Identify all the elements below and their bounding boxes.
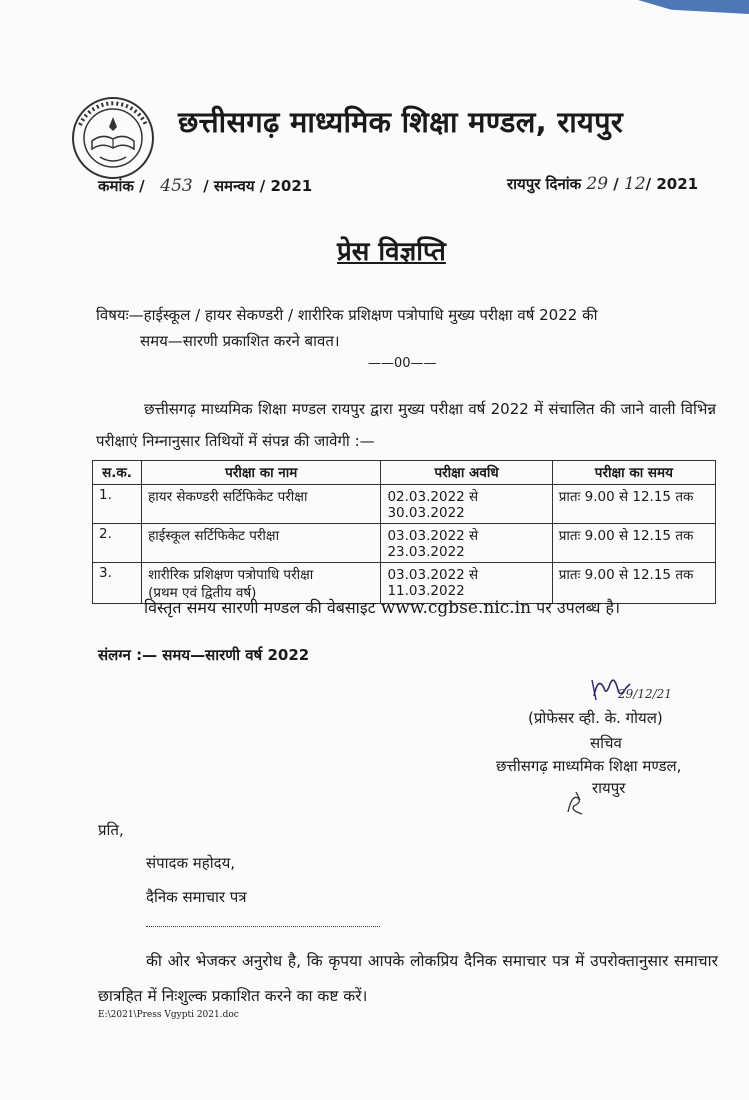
- exam-name-line-2: (प्रथम एवं द्वितीय वर्ष): [148, 585, 257, 601]
- exam-schedule-table: [92, 460, 716, 604]
- initial-mark-icon: [562, 788, 592, 818]
- cell-sno: 1.: [93, 485, 142, 524]
- signatory-designation: सचिव: [590, 734, 622, 752]
- website-line: विस्तृत समय सारणी मण्डल की वेबसाइट www.cgbse.nic.in पर उपलब्ध है।: [144, 598, 621, 618]
- org-title: छत्तीसगढ़ माध्यमिक शिक्षा मण्डल, रायपुर: [178, 105, 624, 139]
- intro-paragraph: छत्तीसगढ़ माध्यमिक शिक्षा मण्डल रायपुर द्वारा मुख्य परीक्षा वर्ष 2022 में संचालित की जाने वाली विभिन्न परीक्षाएं निम्नानुसार तिथियों में संपन्न की जावेगी :—: [96, 400, 716, 450]
- document-heading: प्रेस विज्ञप्ति: [337, 237, 446, 267]
- date-day-handwritten: 29: [586, 174, 609, 194]
- closing-paragraph: की ओर भेजकर अनुरोध है, कि कृपया आपके लोकप्रिय दैनिक समाचार पत्र में उपरोक्तानुसार समाचार छात्रहित में निःशुल्क प्रकाशित करने का कष्ट करें।: [98, 952, 718, 1005]
- reference-number: कमांक / 453 / समन्वय / 2021: [98, 176, 313, 196]
- table-row: [93, 524, 716, 563]
- column-header-exam-name: परीक्षा का नाम: [142, 461, 381, 485]
- signatory-city: रायपुर: [592, 779, 626, 797]
- website-link[interactable]: www.cgbse.nic.in: [380, 598, 532, 618]
- ref-number-handwritten: 453: [160, 176, 193, 196]
- recipient-newspaper: दैनिक समाचार पत्र: [146, 888, 247, 906]
- board-seal-icon: [70, 95, 156, 181]
- cell-exam-name: हायर सेकण्डरी सर्टिफिकेट परीक्षा: [142, 485, 381, 524]
- column-header-sno: स.क.: [93, 461, 142, 485]
- subject: [96, 302, 716, 354]
- recipient-to: प्रति,: [98, 821, 124, 839]
- date-month-handwritten: 12: [624, 174, 646, 194]
- cell-time: प्रातः 9.00 से 12.15 तक: [552, 485, 715, 524]
- cell-sno: 3.: [93, 563, 142, 604]
- column-header-time: परीक्षा का समय: [552, 461, 715, 485]
- signatory-office: छत्तीसगढ़ माध्यमिक शिक्षा मण्डल,: [496, 757, 682, 775]
- cell-exam-name: हाईस्कूल सर्टिफिकेट परीक्षा: [142, 524, 381, 563]
- corner-scrap: [638, 0, 749, 14]
- cell-period: 03.03.2022 से 23.03.2022: [381, 524, 552, 563]
- cell-time: प्रातः 9.00 से 12.15 तक: [552, 563, 715, 604]
- cell-time: प्रातः 9.00 से 12.15 तक: [552, 524, 715, 563]
- table-header-row: [93, 461, 716, 485]
- signature-date: 29/12/21: [618, 687, 672, 701]
- cell-sno: 2.: [93, 524, 142, 563]
- issue-date: रायपुर दिनांक 29 / 12/ 2021: [507, 174, 699, 194]
- file-path: E:\2021\Press Vgypti 2021.doc: [98, 1010, 239, 1020]
- recipient-editor: संपादक महोदय,: [146, 854, 236, 872]
- dotted-blank-line: [146, 912, 380, 927]
- column-header-period: परीक्षा अवधि: [381, 461, 552, 485]
- subject-line-1: विषयः—हाईस्कूल / हायर सेकण्डरी / शारीरिक प्रशिक्षण पत्रोपाधि मुख्य परीक्षा वर्ष 2022 की: [96, 306, 598, 324]
- enclosure-note: संलग्न :— समय—सारणी वर्ष 2022: [98, 646, 310, 664]
- subject-line-2: समय—सारणी प्रकाशित करने बावत।: [140, 332, 340, 350]
- cell-period: 03.03.2022 से 11.03.2022: [381, 563, 552, 604]
- exam-name-line-1: शारीरिक प्रशिक्षण पत्रोपाधि परीक्षा: [148, 567, 314, 583]
- cell-period: 02.03.2022 से 30.03.2022: [381, 485, 552, 524]
- signatory-name: (प्रोफेसर व्ही. के. गोयल): [528, 709, 663, 727]
- table-row: [93, 485, 716, 524]
- separator: ——00——: [368, 356, 437, 371]
